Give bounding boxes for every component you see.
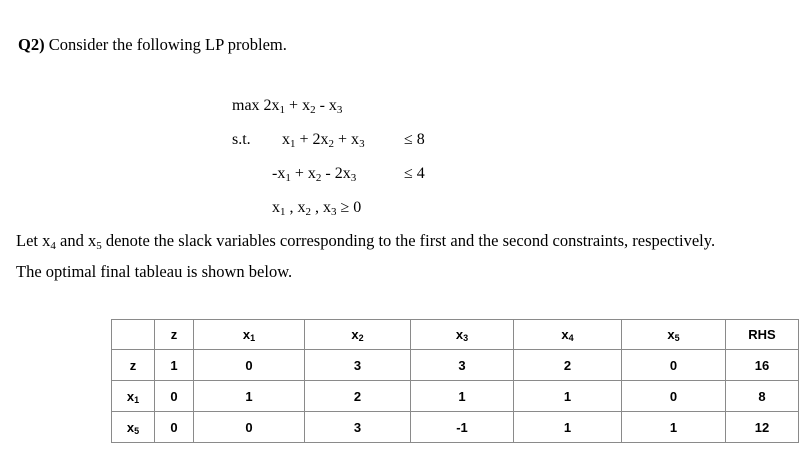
objective-function: max 2x1 + x2 - x3 <box>232 97 343 116</box>
basis-cell: x5 <box>112 412 155 443</box>
header-cell-z: z <box>155 320 194 350</box>
table-cell: 12 <box>726 412 799 443</box>
question-number: Q2) <box>18 35 45 54</box>
st-label: s.t. <box>232 131 251 148</box>
header-cell-x1: x1 <box>194 320 305 350</box>
constraint-2: -x1 + x2 - 2x3 <box>272 165 357 184</box>
table-cell: 0 <box>194 412 305 443</box>
table-cell: 1 <box>155 350 194 381</box>
table-cell: 1 <box>194 381 305 412</box>
table-cell: 0 <box>622 350 726 381</box>
constraint-1: x1 + 2x2 + x3 <box>282 131 365 150</box>
table-cell: 8 <box>726 381 799 412</box>
table-cell: 3 <box>305 350 411 381</box>
table-cell: 0 <box>622 381 726 412</box>
table-cell: 3 <box>411 350 514 381</box>
simplex-tableau <box>111 319 799 443</box>
table-row <box>112 350 799 381</box>
table-cell: 1 <box>622 412 726 443</box>
table-cell: -1 <box>411 412 514 443</box>
table-cell: 2 <box>305 381 411 412</box>
header-cell-empty <box>112 320 155 350</box>
constraint-1-rhs: ≤ 8 <box>404 131 425 148</box>
table-row <box>112 412 799 443</box>
header-cell-x5: x5 <box>622 320 726 350</box>
table-cell: 1 <box>411 381 514 412</box>
tableau-header-row <box>112 320 799 350</box>
table-row <box>112 381 799 412</box>
question-text: Consider the following LP problem. <box>48 35 287 54</box>
table-cell: 2 <box>514 350 622 381</box>
header-cell-x3: x3 <box>411 320 514 350</box>
table-cell: 0 <box>194 350 305 381</box>
header-cell-x4: x4 <box>514 320 622 350</box>
table-cell: 1 <box>514 412 622 443</box>
constraint-2-rhs: ≤ 4 <box>404 165 425 182</box>
nonnegativity-constraint: x1 , x2 , x3 ≥ 0 <box>272 199 362 218</box>
basis-cell: z <box>112 350 155 381</box>
table-cell: 3 <box>305 412 411 443</box>
table-cell: 1 <box>514 381 622 412</box>
slack-description: Let x4 and x5 denote the slack variables corresponding to the first and the second constraints, respectively. <box>16 231 716 252</box>
header-cell-rhs: RHS <box>726 320 799 350</box>
table-cell: 0 <box>155 381 194 412</box>
header-cell-x2: x2 <box>305 320 411 350</box>
tableau-intro: The optimal final tableau is shown below. <box>16 262 293 281</box>
table-cell: 16 <box>726 350 799 381</box>
basis-cell: x1 <box>112 381 155 412</box>
table-cell: 0 <box>155 412 194 443</box>
question-heading <box>18 35 287 55</box>
